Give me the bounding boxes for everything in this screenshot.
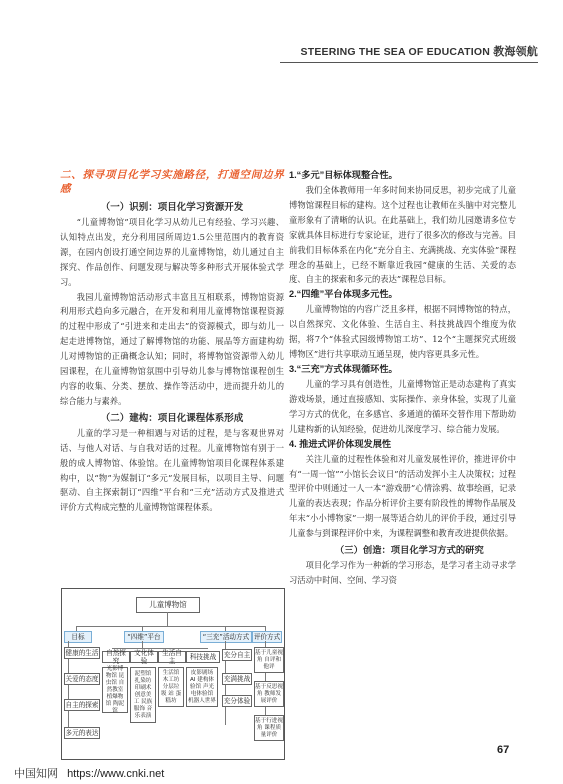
goal-item: 多元的表达 [65,729,99,737]
curriculum-diagram [61,588,285,760]
heading-4: 4. 推进式评价体现发展性 [289,438,392,449]
platform-item: 文化体验 [130,651,158,663]
eval-item: 基于行进视角 课程质量评价 [254,715,284,741]
header-rule [280,62,538,63]
subsection-title-1: （一）识别：项目化学习资源开发 [100,202,244,213]
left-column [60,168,284,515]
paragraph: 儿童博物馆的内容广泛且多样，根据不同博物馆的特点，以自然探究、文化体验、生活自主、科技挑战四个维度为依据，将7个“体验式园级博物馆工坊”、12个“主题探究式班级博物区”进行共享联动互通呈现，使内容更具多元性。 [289,304,516,360]
diagram-activity-head: “三充”活动方式 [200,631,252,643]
platform-detail: 泥塑馆 扎染坊 印刷术 创意美工 民族服饰 音乐表演 [130,667,156,723]
platform-detail: 皮影剧场 AI 建构体验馆 声光电体验馆 机器人世界 [186,667,218,707]
watermark [14,765,164,781]
section-title: 二、探寻项目化学习实施路径，打通空间边界感 [60,169,284,195]
right-column [289,168,516,588]
goal-item: 健康的生活 [65,649,99,657]
eval-item: 基于儿童视角 自评和他评 [254,647,284,673]
paragraph: 我园儿童博物馆活动形式丰富且互相联系，博物馆资源利用形式趋向多元融合，在开发和利用儿童博物馆课程资源的过程中形成了“引进来和走出去”的资源模式，即与幼儿一起走进博物馆，通过了解博物馆的功能、展品等方面建构幼儿对博物馆的正确概念认知；同时，将博物馆资源带入幼儿园课程，在儿童博物馆氛围中引导幼儿参与博物馆课程创生内容的收集、分类、摆放、操作等活动中，进而提升幼儿的综合能力与素养。 [60,291,284,406]
subsection-title-3: （三）创造：项目化学习方式的研究 [335,545,484,557]
watermark-site: 中国知网 [14,768,58,780]
activity-item: 充满挑战 [223,675,251,683]
paragraph: 项目化学习作为一种新的学习形态，是学习者主动寻求学习活动中时间、空间、学习资 [289,560,516,585]
activity-item: 充分自主 [223,651,251,659]
page-number: 67 [497,744,510,756]
subsection-title-2: （二）建构：项目化课程体系形成 [100,412,244,424]
platform-detail: 生活馆 木工坊 分层垃圾 站 蛋糕坊 [158,667,184,707]
diagram-goal-head: 目标 [64,631,92,643]
diagram-platform-head: “四维”平台 [124,631,164,643]
heading-2: 2.“四维”平台体现多元性。 [289,289,398,300]
platform-detail: 光影博物馆 昆虫馆 自然教室 植爆物馆 陶泥馆 [102,667,128,713]
diagram-root: 儿童博物馆 [136,597,200,613]
goal-item: 关爱的态度 [65,675,99,683]
platform-item: 科技挑战 [186,651,220,663]
paragraph: 我们全体教师用一年多时间来协同反思，初步完成了儿童博物馆课程目标的建构。这个过程也让教师在头脑中对完整儿童形象有了清晰的认识。在此基础上，我们幼儿园邀请多位专家就具体目标进行专家论证，进行了很多次的修改与完善。目前我们目标体系在内化“充分自主、充满挑战、充实体验”课程理念的基础上，已经不断靠近我园“健康的生活、关爱的态度、自主的探索和多元的表达”课程总目标。 [289,185,516,285]
paragraph: 儿童的学习具有创造性，儿童博物馆正是动态建构了真实游戏场景，通过直接感知、实际操作、亲身体验，实现了儿童学习方式的优化，在多感官、多通道的循环交替作用下帮助幼儿建构新的认知经验，促进幼儿深度学习、综合能力发展。 [289,378,516,434]
heading-1: 1.“多元”目标体现整合性。 [289,170,398,180]
paragraph: “儿童博物馆”项目化学习从幼儿已有经验、学习兴趣、认知特点出发，充分利用园所周边1.5公里范围内的教育资源，在园内创设打通空间边界的儿童博物馆，幼儿通过自主探究、作品创作、问题发现与解决等多种形式开展体验式学习。 [60,217,284,287]
platform-item: 生活自主 [158,651,186,663]
watermark-url[interactable]: https://www.cnki.net [67,768,165,780]
diagram-eval-head: 评价方式 [253,633,281,641]
platform-item: 自然探究 [102,651,130,663]
goal-item: 自主的探索 [65,701,99,709]
header-en: STEERING THE SEA OF EDUCATION [300,46,491,58]
activity-item: 充分体验 [223,697,251,705]
running-header [280,43,538,59]
paragraph: 儿童的学习是一种相遇与对话的过程，是与客观世界对话、与他人对话、与自我对话的过程。儿童博物馆有别于一般的成人博物馆、体验馆。在儿童博物馆项目化课程体系建构中，以“物”为媒制订“多元”发展目标，以项目主导、问题驱动、自主探索制订“四维”平台和“三充”活动方式及推进式评价方式构成完整的儿童博物馆课程体系。 [60,427,284,513]
eval-item: 基于反思视角 教师发展评价 [254,681,284,707]
heading-3: 3.“三充”方式体现循环性。 [289,363,398,374]
header-cn: 教海领航 [493,46,538,58]
paragraph: 关注儿童的过程性体验和对儿童发展性评价，推进评价中有“一周一馆”“小馆长会议日”的活动发挥小主人决策权；过程型评价中则通过一人一本“游戏册”心情涂鸦、故事绘画，记录儿童的表达表现；作品分析评价主要有阶段性的博物作品展及年末“小小博物家”一期一展等适合幼儿的评价手段，通过引导儿童参与到课程评价中来，为课程调整和教育改进提供依据。 [289,453,516,539]
